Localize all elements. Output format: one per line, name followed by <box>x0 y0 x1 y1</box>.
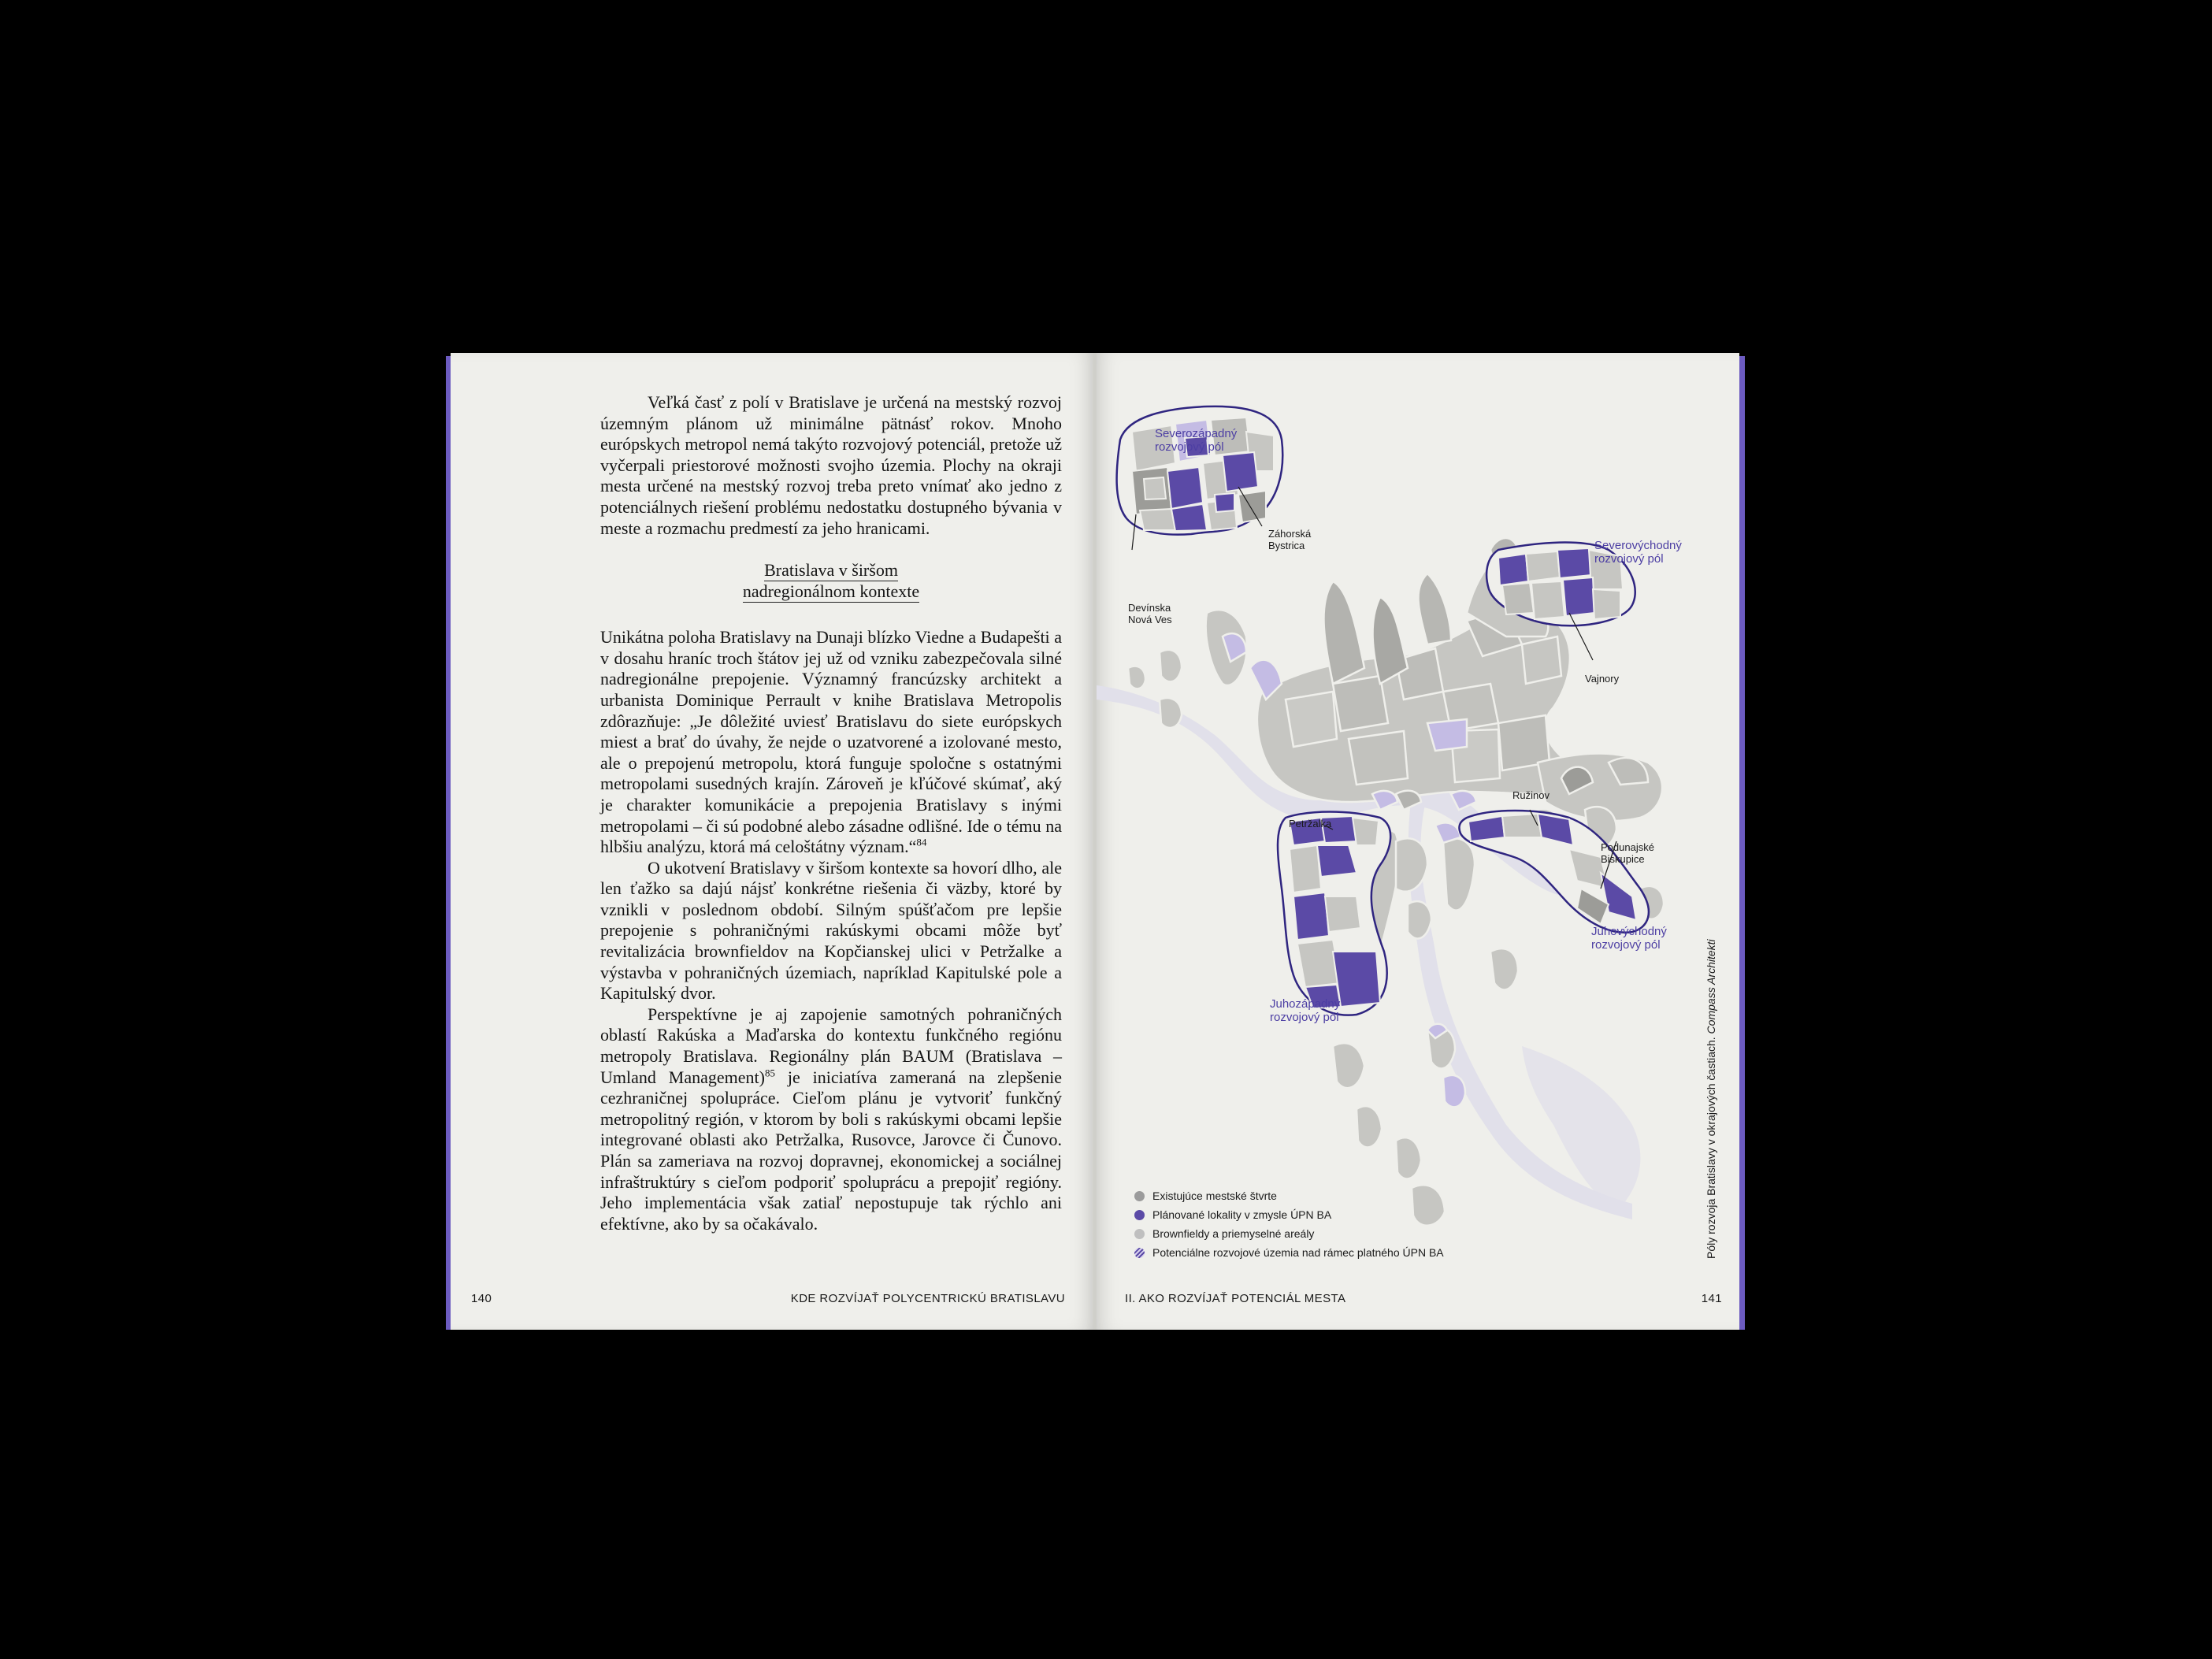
pole-ne-line-1: Severovýchodný <box>1594 539 1682 552</box>
pole-label-southwest <box>1270 997 1340 1024</box>
legend-item-planned <box>1134 1205 1444 1224</box>
map-legend <box>1134 1186 1444 1262</box>
legend-label-potential: Potenciálne rozvojové územia nad rámec platného ÚPN BA <box>1152 1246 1444 1259</box>
pole-sw-line-1: Juhozápadný <box>1270 997 1341 1011</box>
page-number-left: 140 <box>471 1292 492 1305</box>
label-ruzinov: Ružinov <box>1512 789 1550 801</box>
pole-ne-line-2: rozvojový pól <box>1594 552 1664 566</box>
pole-se-line-1: Juhovýchodný <box>1591 925 1667 938</box>
page-number-right: 141 <box>1701 1292 1722 1305</box>
footnote-85: 85 <box>764 1067 775 1079</box>
label-podunajske-line-1: Podunajské <box>1601 841 1654 853</box>
legend-label-planned: Plánované lokality v zmysle ÚPN BA <box>1152 1208 1332 1221</box>
pole-label-southeast <box>1591 925 1667 952</box>
pole-se-line-2: rozvojový pól <box>1591 938 1661 952</box>
legend-swatch-potential <box>1134 1248 1145 1258</box>
label-podunajske-line-2: Biskupice <box>1601 853 1645 865</box>
caption-credit: Compass Architekti <box>1705 939 1717 1034</box>
right-page <box>1097 353 1739 1330</box>
label-zahorska-line-2: Bystrica <box>1268 540 1305 551</box>
pole-label-northeast <box>1594 539 1682 566</box>
label-zahorska-line-1: Záhorská <box>1268 528 1312 540</box>
pole-sw-line-2: rozvojový pól <box>1270 1011 1339 1024</box>
caption-text: Póly rozvoja Bratislavy v okrajových častiach. <box>1705 1034 1717 1259</box>
legend-item-brownfields <box>1134 1224 1444 1243</box>
paragraph-1: Veľká časť z polí v Bratislave je určená na mestský rozvoj územným plánom už minimálne pätnásť rokov. Mnoho európskych metropol nemá takýto rozvojový potenciál, pretože už vyčerpali priestorové možnosti svojho územia. Plochy na okraji mesta určené na mestský rozvoj treba preto vnímať ako jedno z potenciálnych riešení problému nedostatku dostupného bývania v meste a rozmachu predmestí za jeho hranicami. <box>600 392 1062 538</box>
paragraph-2 <box>600 627 1062 858</box>
legend-label-existing: Existujúce mestské štvrte <box>1152 1190 1277 1202</box>
pole-label-northwest <box>1155 427 1237 454</box>
paragraph-4-text-b: je iniciatíva zameraná na zlepšenie cezhraničnej spolupráce. Cieľom plánu je vytvoriť funkčný metropolitný región, v ktorom by boli s rakúskymi obcami lepšie integrované oblasti ako Petržalka, Rusovce, Jarovce či Čunovo. Plán sa zameriava na rozvoj dopravnej, ekonomickej a sociálnej infraštruktúry s cieľom podporiť spoluprácu a prepojiť regióny. Jeho implementácia však zatiaľ nepostupuje tak rýchlo ani efektívne, ako by sa očakávalo. <box>600 1067 1062 1234</box>
subheading <box>600 559 1062 602</box>
legend-label-brownfields: Brownfieldy a priemyselné areály <box>1152 1227 1315 1240</box>
map-caption <box>1705 939 1717 1259</box>
pole-northwest <box>1117 406 1283 535</box>
book-spread <box>451 353 1746 1330</box>
footnote-84: 84 <box>916 836 927 848</box>
paragraph-4-text-a: Perspektívne je aj zapojenie samotných pohraničných oblastí Rakúska a Maďarska do kontextu funkčného regiónu metropoly Bratislava. Regionálny plán BAUM (Bratislava – Umland Management) <box>600 1004 1062 1087</box>
left-page <box>451 353 1093 1330</box>
label-devinska-line-2: Nová Ves <box>1128 614 1172 625</box>
label-zahorska-bystrica <box>1268 528 1311 551</box>
body-text <box>600 392 1062 1234</box>
running-head-right: II. AKO ROZVÍJAŤ POTENCIÁL MESTA <box>1125 1292 1346 1305</box>
subheading-line-2: nadregionálnom kontexte <box>742 581 920 602</box>
label-vajnory: Vajnory <box>1585 673 1620 685</box>
running-head-left: KDE ROZVÍJAŤ POLYCENTRICKÚ BRATISLAVU <box>790 1292 1065 1305</box>
pole-nw-line-2: rozvojový pól <box>1155 440 1224 454</box>
legend-item-existing <box>1134 1186 1444 1205</box>
paragraph-3: O ukotvení Bratislavy v širšom kontexte sa hovorí dlho, ale len ťažko sa dajú nájsť konkrétne riešenia či väzby, ktoré by vznikli v poslednom období. Silným spúšťačom pre lepšie prepojenie s pohraničnými rakúskymi obcami môže byť revitalizácia brownfieldov na Kopčianskej ulici v Petržalke a výstavba v pohraničných územiach, napríklad Kapitulské pole a Kapitulský dvor. <box>600 857 1062 1004</box>
paragraph-4 <box>600 1004 1062 1235</box>
label-petrzalka: Petržalka <box>1289 818 1332 830</box>
page-edge-right <box>1739 356 1745 1330</box>
paragraph-2-text: Unikátna poloha Bratislavy na Dunaji blízko Viedne a Budapešti a v dosahu hraníc troch štátov jej už od vzniku zabezpečovala silné nadregionálne prepojenie. Významný francúzsky architekt a urbanista Dominique Perrault v knihe Bratislava Metropolis zdôrazňuje: „Je dôležité uviesť Bratislavu do siete európskych miest a brať do úvahy, že nejde o uzatvorené a izolované mesto, ale o prepojenú metropolu, ktorá funguje spoločne s ostatnými metropolami susedných krajín. Zároveň je kľúčové skúmať, aký je charakter komunikácie a prepojenia Bratislavy s inými metropolami – či sú podobné alebo zásadne odlišné. Ide o tému na hlbšiu analýzu, ktorá má celoštátny význam.“ <box>600 627 1062 857</box>
legend-swatch-brownfields <box>1134 1229 1145 1239</box>
legend-swatch-existing <box>1134 1191 1145 1201</box>
legend-item-potential <box>1134 1243 1444 1262</box>
label-devinska-nova-ves <box>1128 602 1172 625</box>
legend-swatch-planned <box>1134 1210 1145 1220</box>
pole-southeast <box>1459 811 1648 933</box>
pole-nw-line-1: Severozápadný <box>1155 427 1238 440</box>
label-devinska-line-1: Devínska <box>1128 602 1171 614</box>
subheading-line-1: Bratislava v širšom <box>764 560 898 581</box>
label-podunajske-biskupice <box>1601 841 1654 865</box>
pole-southwest <box>1278 812 1390 1015</box>
